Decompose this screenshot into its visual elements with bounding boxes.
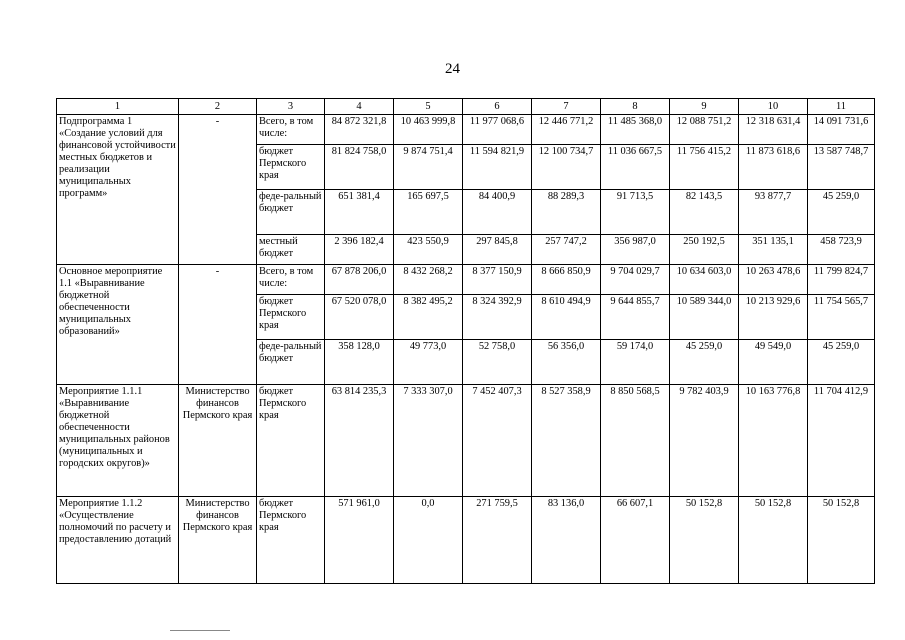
value-cell: 8 432 268,2 bbox=[394, 265, 463, 295]
executor-cell: - bbox=[179, 265, 257, 385]
table-row bbox=[57, 115, 875, 145]
program-name-cell: Основное мероприятие 1.1 «Выравнивание бюджетной обеспеченности муниципальных образований» bbox=[57, 265, 179, 385]
value-cell: 13 587 748,7 bbox=[808, 145, 875, 190]
value-cell: 651 381,4 bbox=[325, 190, 394, 235]
budget-table bbox=[56, 98, 875, 584]
value-cell: 12 088 751,2 bbox=[670, 115, 739, 145]
value-cell: 45 259,0 bbox=[670, 340, 739, 385]
value-cell: 10 589 344,0 bbox=[670, 295, 739, 340]
value-cell: 351 135,1 bbox=[739, 235, 808, 265]
value-cell: 10 634 603,0 bbox=[670, 265, 739, 295]
value-cell: 83 136,0 bbox=[532, 497, 601, 584]
funding-source-cell: бюджет Пермского края bbox=[257, 385, 325, 497]
value-cell: 297 845,8 bbox=[463, 235, 532, 265]
funding-source-cell: бюджет Пермского края bbox=[257, 145, 325, 190]
funding-source-cell: местный бюджет bbox=[257, 235, 325, 265]
value-cell: 50 152,8 bbox=[808, 497, 875, 584]
value-cell: 10 463 999,8 bbox=[394, 115, 463, 145]
funding-source-cell: бюджет Пермского края bbox=[257, 497, 325, 584]
value-cell: 63 814 235,3 bbox=[325, 385, 394, 497]
table-row bbox=[57, 385, 875, 497]
program-name-cell: Мероприятие 1.1.1 «Выравнивание бюджетной обеспеченности муниципальных районов (муниципальных и городских округов)» bbox=[57, 385, 179, 497]
executor-cell: Министерство финансов Пермского края bbox=[179, 385, 257, 497]
value-cell: 10 263 478,6 bbox=[739, 265, 808, 295]
value-cell: 9 644 855,7 bbox=[601, 295, 670, 340]
header-cell: 4 bbox=[325, 99, 394, 115]
value-cell: 11 977 068,6 bbox=[463, 115, 532, 145]
value-cell: 49 549,0 bbox=[739, 340, 808, 385]
program-name-cell: Мероприятие 1.1.2 «Осуществление полномочий по расчету и предоставлению дотаций bbox=[57, 497, 179, 584]
header-row bbox=[57, 99, 875, 115]
value-cell: 67 520 078,0 bbox=[325, 295, 394, 340]
value-cell: 11 756 415,2 bbox=[670, 145, 739, 190]
funding-source-cell: Всего, в том числе: bbox=[257, 115, 325, 145]
value-cell: 11 704 412,9 bbox=[808, 385, 875, 497]
value-cell: 257 747,2 bbox=[532, 235, 601, 265]
funding-source-cell: бюджет Пермского края bbox=[257, 295, 325, 340]
header-cell: 6 bbox=[463, 99, 532, 115]
value-cell: 45 259,0 bbox=[808, 190, 875, 235]
value-cell: 59 174,0 bbox=[601, 340, 670, 385]
value-cell: 11 485 368,0 bbox=[601, 115, 670, 145]
program-name-cell: Подпрограмма 1 «Создание условий для финансовой устойчивости местных бюджетов и реализации муниципальных программ» bbox=[57, 115, 179, 265]
header-cell: 3 bbox=[257, 99, 325, 115]
value-cell: 7 452 407,3 bbox=[463, 385, 532, 497]
value-cell: 9 704 029,7 bbox=[601, 265, 670, 295]
value-cell: 250 192,5 bbox=[670, 235, 739, 265]
value-cell: 8 850 568,5 bbox=[601, 385, 670, 497]
page-number: 24 bbox=[445, 61, 460, 77]
table-row bbox=[57, 497, 875, 584]
value-cell: 458 723,9 bbox=[808, 235, 875, 265]
value-cell: 0,0 bbox=[394, 497, 463, 584]
value-cell: 45 259,0 bbox=[808, 340, 875, 385]
value-cell: 82 143,5 bbox=[670, 190, 739, 235]
value-cell: 11 754 565,7 bbox=[808, 295, 875, 340]
value-cell: 12 446 771,2 bbox=[532, 115, 601, 145]
value-cell: 11 036 667,5 bbox=[601, 145, 670, 190]
value-cell: 12 100 734,7 bbox=[532, 145, 601, 190]
value-cell: 7 333 307,0 bbox=[394, 385, 463, 497]
value-cell: 9 874 751,4 bbox=[394, 145, 463, 190]
value-cell: 8 382 495,2 bbox=[394, 295, 463, 340]
header-cell: 8 bbox=[601, 99, 670, 115]
value-cell: 11 799 824,7 bbox=[808, 265, 875, 295]
value-cell: 356 987,0 bbox=[601, 235, 670, 265]
value-cell: 8 324 392,9 bbox=[463, 295, 532, 340]
value-cell: 84 400,9 bbox=[463, 190, 532, 235]
header-cell: 2 bbox=[179, 99, 257, 115]
value-cell: 423 550,9 bbox=[394, 235, 463, 265]
value-cell: 11 594 821,9 bbox=[463, 145, 532, 190]
value-cell: 8 666 850,9 bbox=[532, 265, 601, 295]
value-cell: 67 878 206,0 bbox=[325, 265, 394, 295]
funding-source-cell: феде-ральный бюджет bbox=[257, 340, 325, 385]
value-cell: 11 873 618,6 bbox=[739, 145, 808, 190]
executor-cell: - bbox=[179, 115, 257, 265]
funding-source-cell: феде-ральный бюджет bbox=[257, 190, 325, 235]
value-cell: 358 128,0 bbox=[325, 340, 394, 385]
value-cell: 49 773,0 bbox=[394, 340, 463, 385]
value-cell: 10 163 776,8 bbox=[739, 385, 808, 497]
value-cell: 14 091 731,6 bbox=[808, 115, 875, 145]
value-cell: 50 152,8 bbox=[670, 497, 739, 584]
value-cell: 10 213 929,6 bbox=[739, 295, 808, 340]
value-cell: 12 318 631,4 bbox=[739, 115, 808, 145]
value-cell: 52 758,0 bbox=[463, 340, 532, 385]
value-cell: 56 356,0 bbox=[532, 340, 601, 385]
value-cell: 50 152,8 bbox=[739, 497, 808, 584]
header-cell: 5 bbox=[394, 99, 463, 115]
value-cell: 88 289,3 bbox=[532, 190, 601, 235]
header-cell: 11 bbox=[808, 99, 875, 115]
executor-cell: Министерство финансов Пермского края bbox=[179, 497, 257, 584]
value-cell: 8 610 494,9 bbox=[532, 295, 601, 340]
value-cell: 2 396 182,4 bbox=[325, 235, 394, 265]
value-cell: 9 782 403,9 bbox=[670, 385, 739, 497]
value-cell: 93 877,7 bbox=[739, 190, 808, 235]
value-cell: 271 759,5 bbox=[463, 497, 532, 584]
header-cell: 9 bbox=[670, 99, 739, 115]
value-cell: 81 824 758,0 bbox=[325, 145, 394, 190]
value-cell: 8 527 358,9 bbox=[532, 385, 601, 497]
value-cell: 91 713,5 bbox=[601, 190, 670, 235]
value-cell: 84 872 321,8 bbox=[325, 115, 394, 145]
table-row bbox=[57, 265, 875, 295]
header-cell: 1 bbox=[57, 99, 179, 115]
header-cell: 10 bbox=[739, 99, 808, 115]
value-cell: 66 607,1 bbox=[601, 497, 670, 584]
value-cell: 165 697,5 bbox=[394, 190, 463, 235]
funding-source-cell: Всего, в том числе: bbox=[257, 265, 325, 295]
header-cell: 7 bbox=[532, 99, 601, 115]
value-cell: 8 377 150,9 bbox=[463, 265, 532, 295]
footer-rule bbox=[170, 630, 230, 631]
value-cell: 571 961,0 bbox=[325, 497, 394, 584]
